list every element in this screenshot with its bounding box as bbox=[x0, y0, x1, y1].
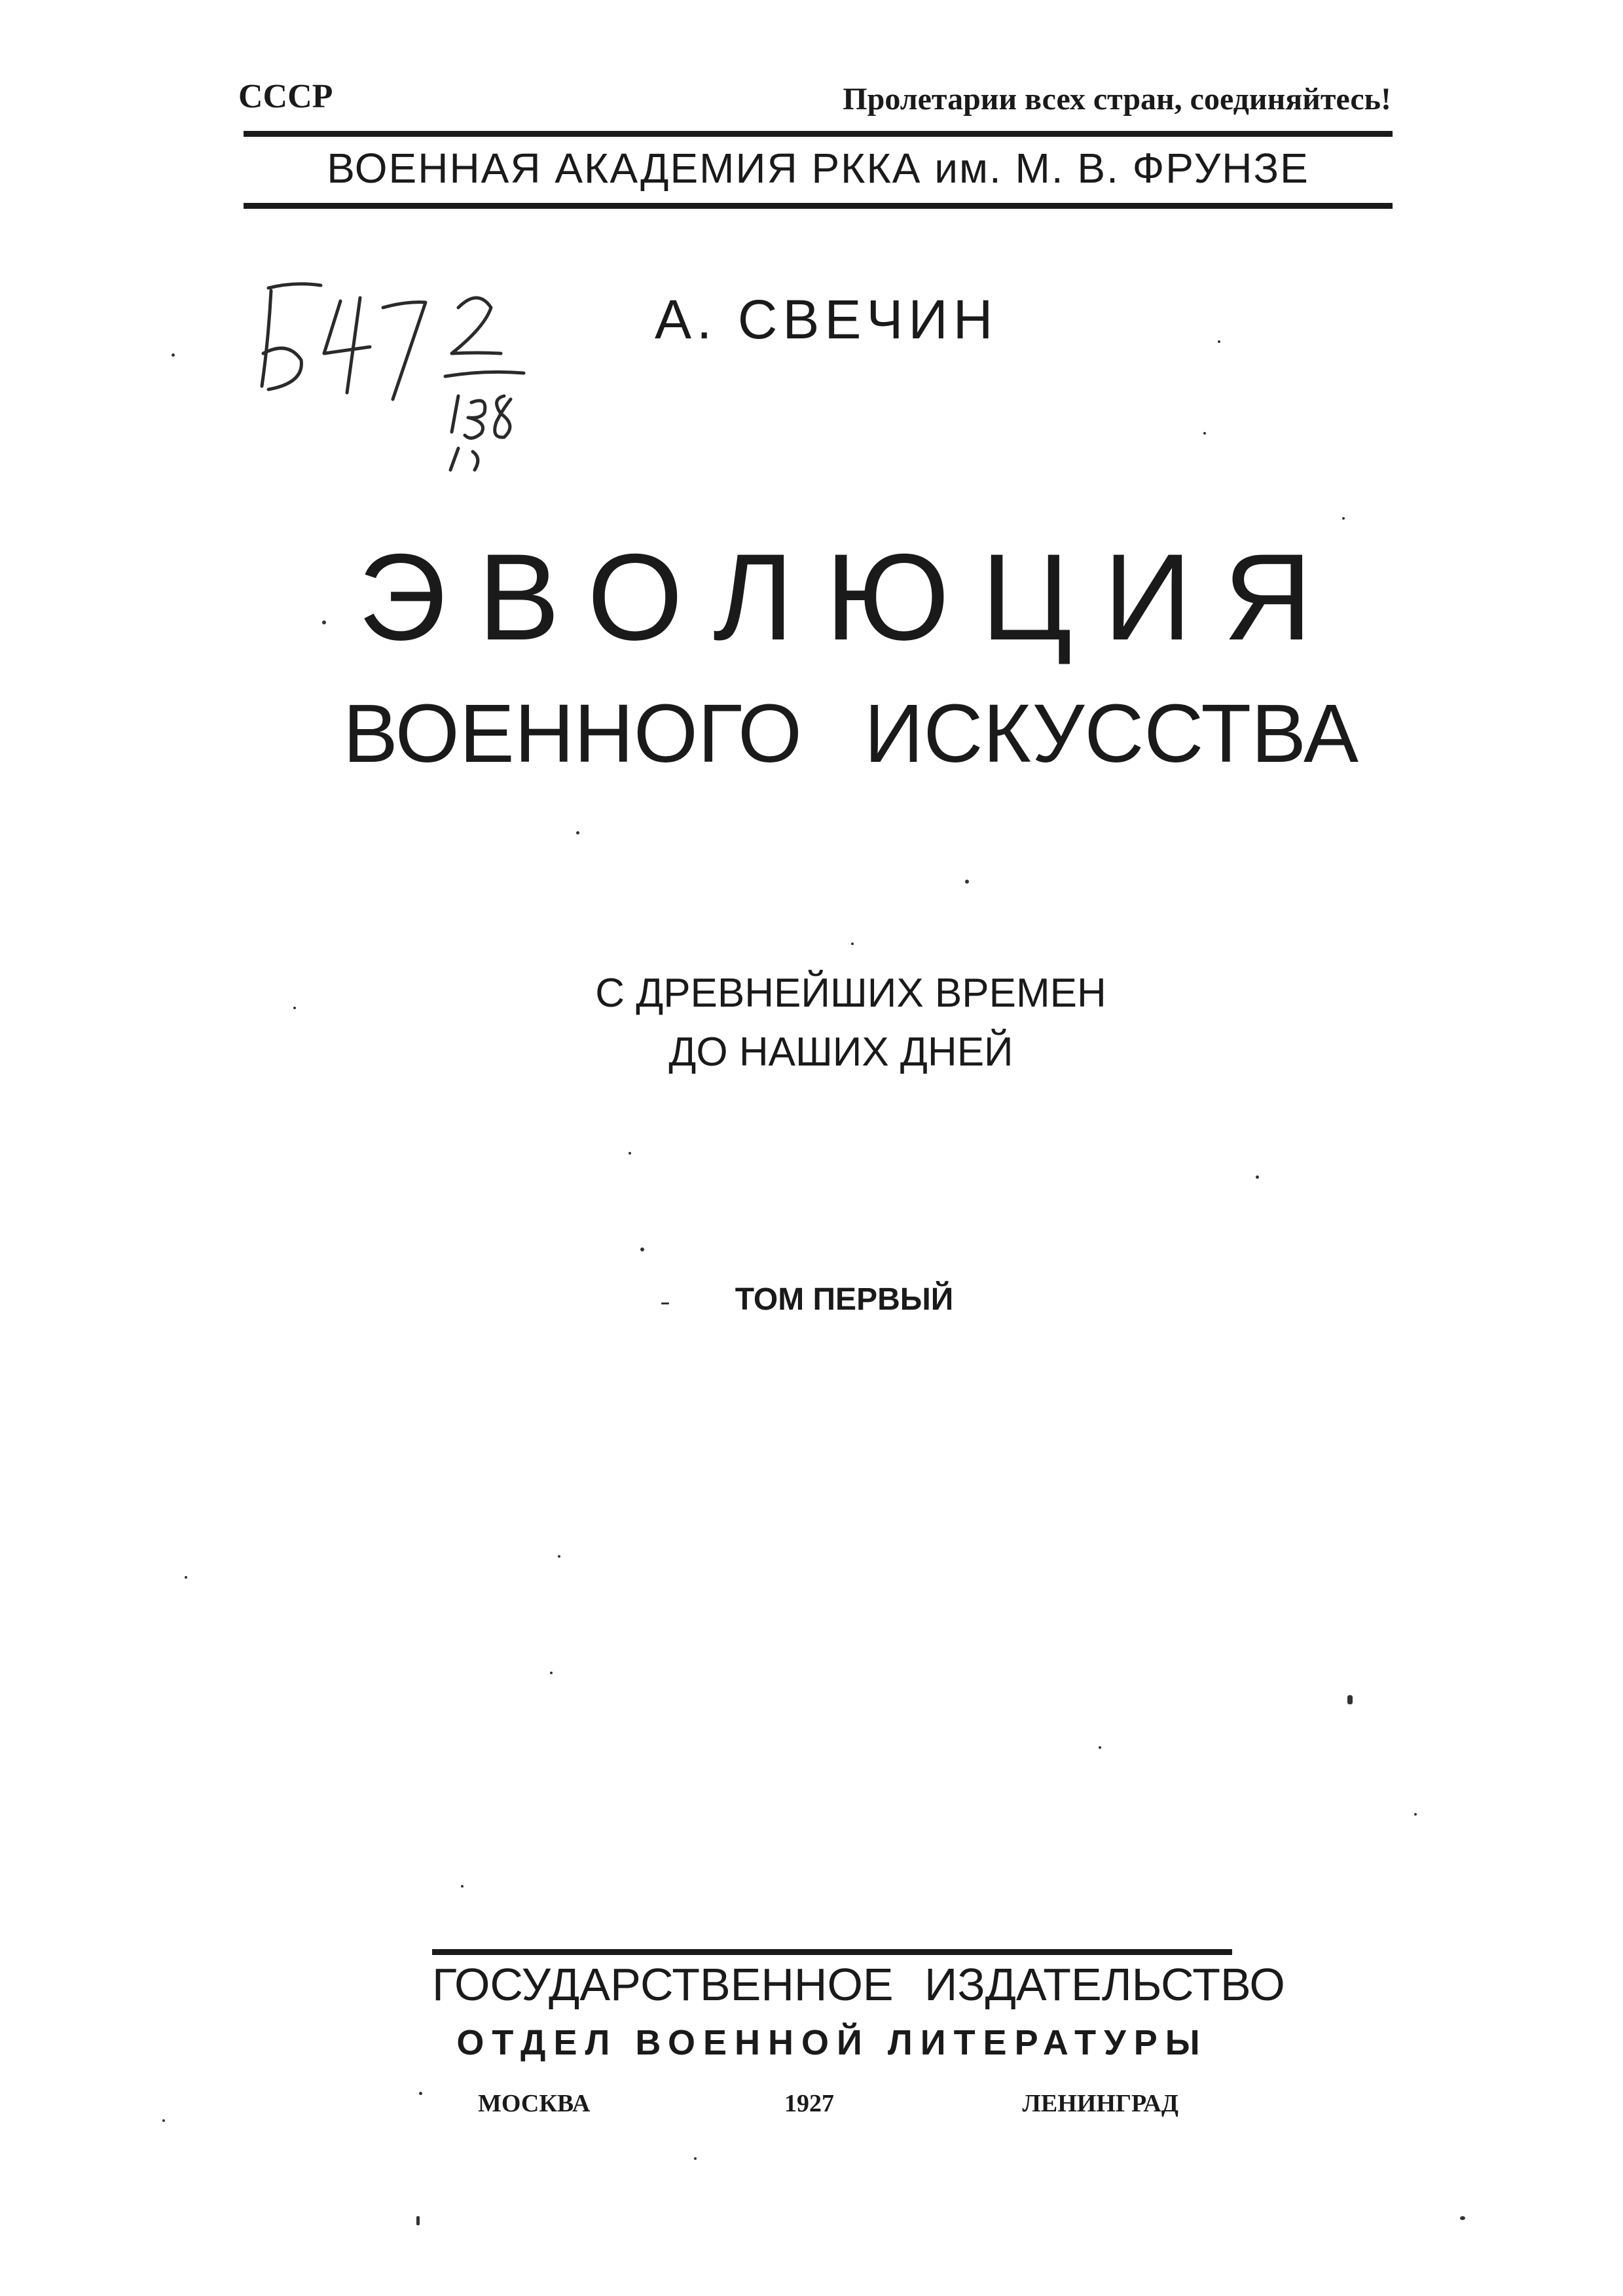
speck bbox=[1218, 340, 1220, 343]
speck bbox=[419, 2092, 422, 2095]
speck bbox=[661, 1302, 669, 1304]
speck bbox=[1203, 432, 1206, 435]
slogan: Пролетарии всех стран, соединяйтесь! bbox=[843, 82, 1391, 117]
speck bbox=[1256, 1175, 1259, 1179]
speck bbox=[1414, 1813, 1417, 1816]
speck bbox=[322, 620, 326, 624]
subtitle-line-1: С ДРЕВНЕЙШИХ ВРЕМЕН bbox=[595, 971, 1106, 1016]
speck bbox=[162, 2119, 165, 2122]
author-name: А. СВЕЧИН bbox=[655, 289, 998, 350]
imprint-year: 1927 bbox=[784, 2090, 834, 2117]
speck bbox=[1347, 1695, 1353, 1704]
speck bbox=[558, 1555, 560, 1558]
speck bbox=[293, 1007, 296, 1009]
speck bbox=[461, 1885, 464, 1888]
header-rule bbox=[244, 203, 1393, 209]
publisher-name: ГОСУДАРСТВЕННОЕ ИЗДАТЕЛЬСТВО bbox=[432, 1959, 1285, 2010]
speck bbox=[1099, 1746, 1101, 1749]
speck bbox=[851, 942, 854, 945]
volume-label: ТОМ ПЕРВЫЙ bbox=[735, 1282, 954, 1317]
publisher-rule bbox=[432, 1949, 1232, 1955]
top-rule bbox=[244, 131, 1393, 137]
institution-name: ВОЕННАЯ АКАДЕМИЯ РККА им. М. В. ФРУНЗЕ bbox=[327, 145, 1309, 192]
subtitle-line-2: ДО НАШИХ ДНЕЙ bbox=[668, 1030, 1013, 1075]
speck bbox=[576, 831, 579, 834]
speck bbox=[1460, 2216, 1465, 2220]
speck bbox=[965, 880, 969, 884]
speck bbox=[172, 353, 175, 357]
speck bbox=[416, 2216, 420, 2225]
handwritten-shelfmark bbox=[242, 262, 609, 478]
country-label: СССР bbox=[238, 78, 333, 115]
title-line-2: ВОЕННОГО ИСКУССТВА bbox=[342, 687, 1359, 780]
speck bbox=[1342, 517, 1345, 520]
speck bbox=[640, 1247, 644, 1251]
publisher-department: ОТДЕЛ ВОЕННОЙ ЛИТЕРАТУРЫ bbox=[456, 2023, 1208, 2062]
imprint-city-left: МОСКВА bbox=[478, 2090, 591, 2117]
speck bbox=[629, 1152, 631, 1155]
speck bbox=[550, 1672, 553, 1674]
title-line-1: ЭВОЛЮЦИЯ bbox=[357, 528, 1344, 666]
speck bbox=[185, 1576, 187, 1579]
imprint-city-right: ЛЕНИНГРАД bbox=[1022, 2090, 1178, 2117]
speck bbox=[694, 2157, 697, 2160]
